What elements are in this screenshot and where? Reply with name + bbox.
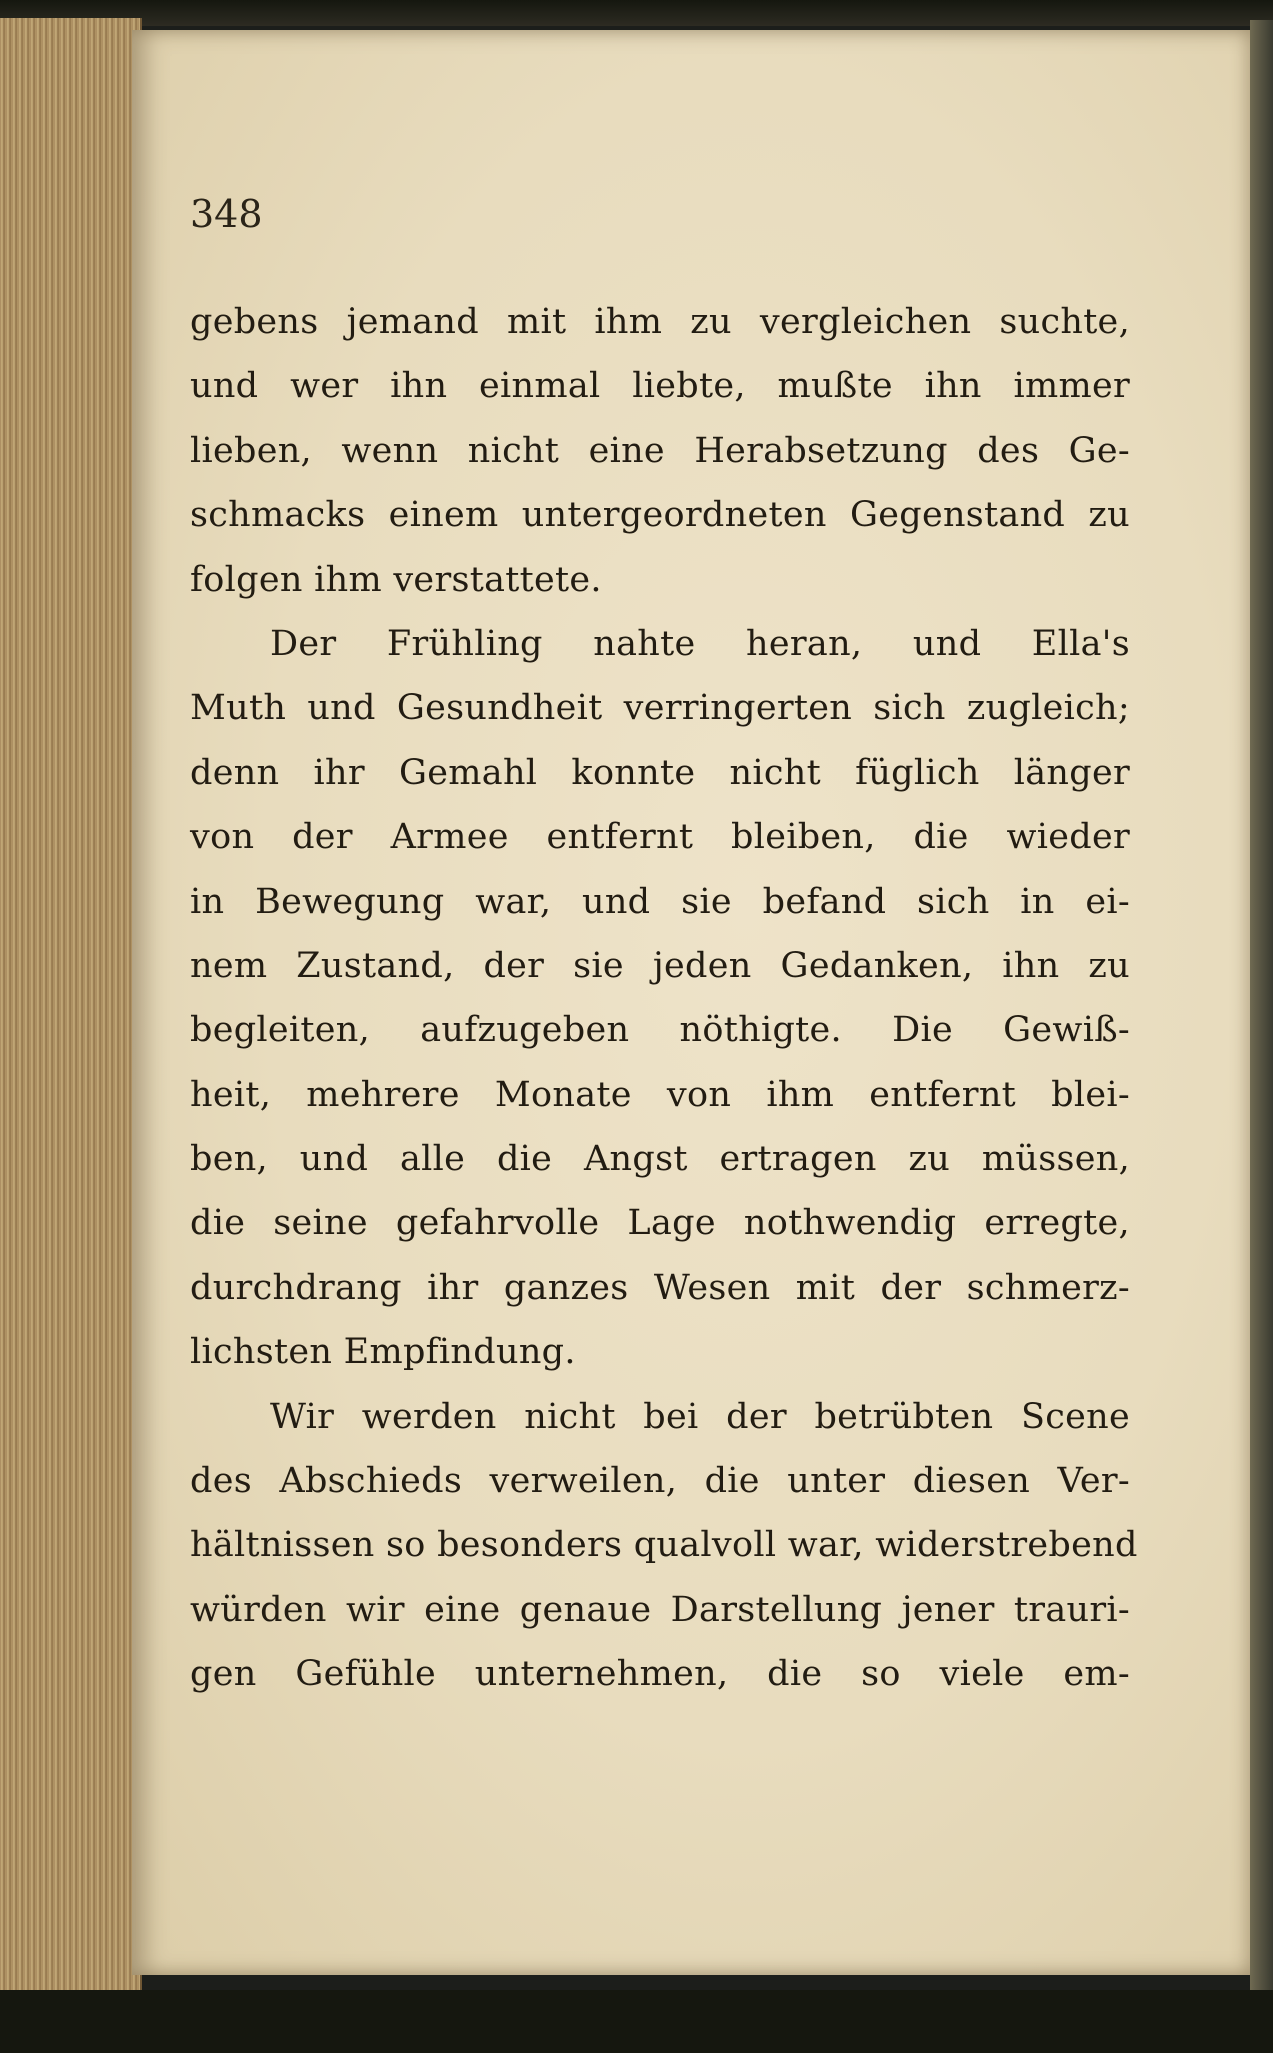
text-line: Der Frühling nahte heran, und Ella's: [270, 623, 1130, 664]
text-line: in Bewegung war, und sie befand sich in ei-: [190, 881, 1130, 922]
text-line: gebens jemand mit ihm zu vergleichen suchte,: [190, 302, 1130, 342]
text-line: lieben, wenn nicht eine Herabsetzung des Ge-: [190, 430, 1130, 471]
book-bottom-edge: [0, 1990, 1273, 2053]
text-line: Wir werden nicht bei der betrübten Scene: [270, 1396, 1130, 1437]
text-line: ben, und alle die Angst ertragen zu müssen,: [190, 1139, 1130, 1180]
book-right-edge: [1250, 20, 1273, 1990]
text-line: heit, mehrere Monate von ihm entfernt blei-: [190, 1074, 1130, 1115]
text-line: die seine gefahrvolle Lage nothwendig erregte,: [190, 1203, 1130, 1244]
book-page-edges: [0, 18, 142, 1998]
text-line: gen Gefühle unternehmen, die so viele em-: [190, 1654, 1130, 1695]
text-line: lichsten Empfindung.: [190, 1332, 576, 1373]
text-line: folgen ihm verstattete.: [190, 559, 602, 600]
text-line: und wer ihn einmal liebte, mußte ihn immer: [190, 366, 1130, 407]
text-line: von der Armee entfernt bleiben, die wieder: [190, 817, 1130, 858]
book-top-edge: [0, 0, 1273, 26]
page-text: [190, 290, 1138, 1707]
text-line: schmacks einem untergeordneten Gegenstand zu: [190, 495, 1130, 536]
text-line: Muth und Gesundheit verringerten sich zugleich;: [190, 688, 1130, 729]
page-number: 348: [190, 192, 263, 236]
text-line: begleiten, aufzugeben nöthigte. Die Gewiß-: [190, 1010, 1130, 1051]
text-line: nem Zustand, der sie jeden Gedanken, ihn zu: [190, 945, 1130, 986]
text-line: würden wir eine genaue Darstellung jener trauri-: [190, 1589, 1130, 1630]
text-line: denn ihr Gemahl konnte nicht füglich länger: [190, 752, 1130, 793]
text-line: durchdrang ihr ganzes Wesen mit der schmerz-: [190, 1267, 1130, 1308]
text-line: hältnissen so besonders qualvoll war, widerstrebend: [190, 1525, 1138, 1566]
text-line: des Abschieds verweilen, die unter diesen Ver-: [190, 1461, 1130, 1502]
